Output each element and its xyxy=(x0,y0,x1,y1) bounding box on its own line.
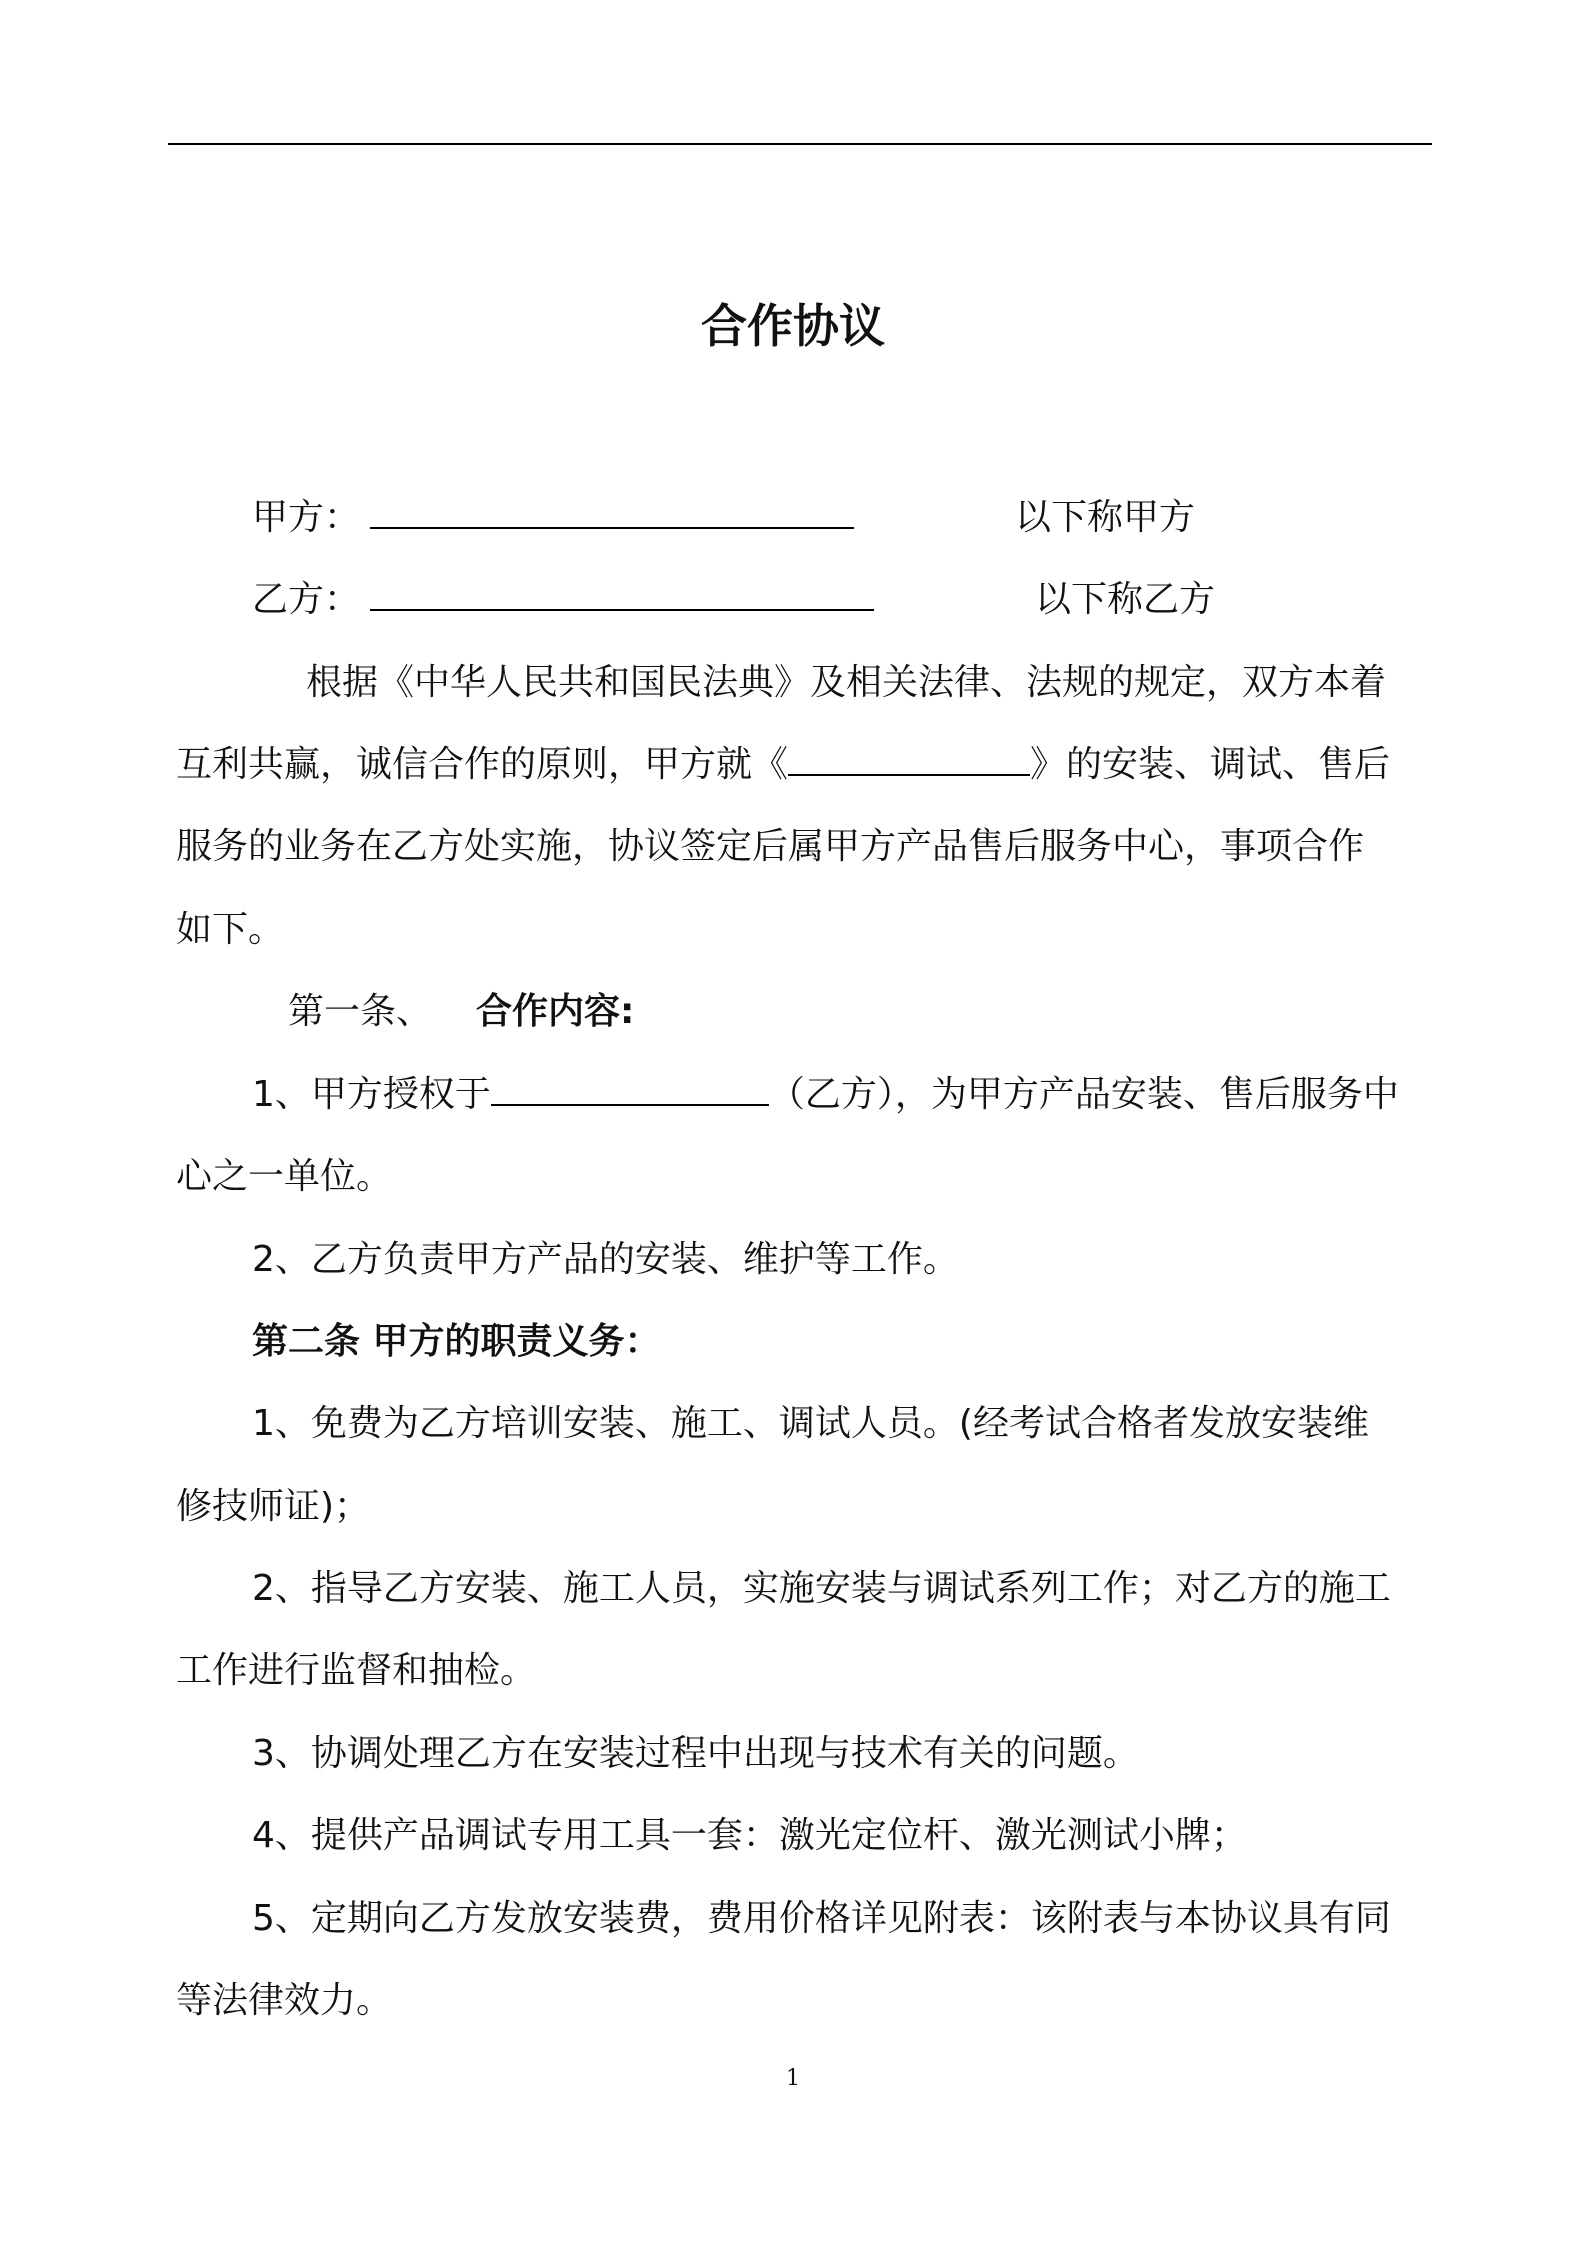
party-a-line xyxy=(252,494,854,542)
article-1-heading xyxy=(288,988,634,1036)
page-number: 1 xyxy=(786,2066,800,2091)
intro-line-3: 服务的业务在乙方处实施，协议签定后属甲方产品售后服务中心，事项合作 xyxy=(176,826,1365,867)
article-1-item-2: 2、乙方负责甲方产品的安装、维护等工作。 xyxy=(252,1239,959,1280)
article-2-item-2a: 2、指导乙方安装、施工人员，实施安装与调试系列工作；对乙方的施工 xyxy=(252,1568,1391,1609)
article-1-item-1c: 心之一单位。 xyxy=(176,1156,393,1197)
party-b-blank[interactable] xyxy=(370,579,874,611)
product-name-blank[interactable] xyxy=(788,744,1030,776)
party-b-note: 以下称乙方 xyxy=(1035,579,1216,620)
party-b-line xyxy=(252,576,874,624)
article-2-item-4: 4、提供产品调试专用工具一套：激光定位杆、激光测试小牌； xyxy=(252,1815,1247,1856)
intro-line-1: 根据《中华人民共和国民法典》及相关法律、法规的规定，双方本着 xyxy=(306,662,1387,703)
party-a-blank[interactable] xyxy=(370,497,854,529)
article-1-item-1a: 1、甲方授权于 xyxy=(252,1074,491,1115)
article-2-item-1b: 修技师证)； xyxy=(176,1486,371,1527)
authorized-party-blank[interactable] xyxy=(491,1074,769,1106)
article-2-item-5a: 5、定期向乙方发放安装费，费用价格详见附表：该附表与本协议具有同 xyxy=(252,1898,1391,1939)
party-a-note: 以下称甲方 xyxy=(1015,497,1196,538)
document-title: 合作协议 xyxy=(701,299,885,353)
article-2-item-3: 3、协调处理乙方在安装过程中出现与技术有关的问题。 xyxy=(252,1733,1139,1774)
article-1-number: 第一条、 xyxy=(288,991,433,1032)
party-a-label: 甲方： xyxy=(252,497,361,538)
intro-line-2b: 》的安装、调试、售后 xyxy=(1030,744,1391,785)
article-1-title: 合作内容: xyxy=(476,991,635,1032)
party-b-label: 乙方： xyxy=(252,579,361,620)
intro-line-2a: 互利共赢，诚信合作的原则，甲方就《 xyxy=(176,744,789,785)
article-2-heading: 第二条 甲方的职责义务： xyxy=(252,1321,661,1362)
header-rule xyxy=(168,143,1432,145)
intro-line-4: 如下。 xyxy=(176,909,285,950)
article-1-item-1 xyxy=(252,1071,1399,1119)
article-1-item-1b: （乙方），为甲方产品安装、售后服务中 xyxy=(768,1074,1399,1115)
article-2-item-5b: 等法律效力。 xyxy=(176,1980,393,2021)
article-2-item-2b: 工作进行监督和抽检。 xyxy=(176,1650,537,1691)
intro-line-2 xyxy=(176,741,1390,789)
article-2-item-1a: 1、免费为乙方培训安装、施工、调试人员。(经考试合格者发放安装维 xyxy=(252,1403,1369,1444)
